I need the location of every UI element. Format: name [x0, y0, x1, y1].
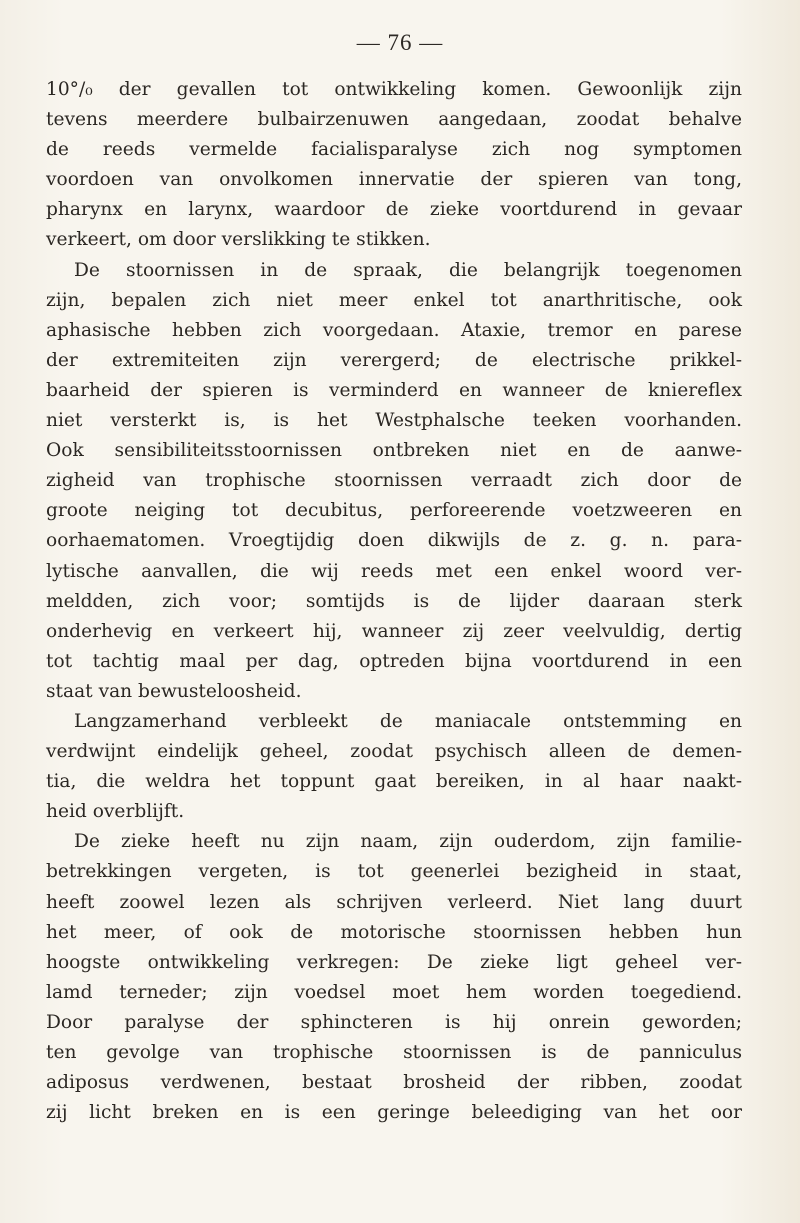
- text-line: Ook sensibiliteitsstoornissen ontbreken niet en de aanwe-: [46, 440, 742, 462]
- text-line: oorhaematomen. Vroegtijdig doen dikwijls de z. g. n. para-: [46, 530, 742, 552]
- text-line: zijn, bepalen zich niet meer enkel tot anarthritische, ook: [46, 289, 742, 311]
- text-line: adiposus verdwenen, bestaat brosheid der ribben, zoodat: [46, 1072, 742, 1094]
- text-line: onderhevig en verkeert hij, wanneer zij zeer veelvuldig, dertig: [46, 620, 742, 642]
- text-line: tot tachtig maal per dag, optreden bijna voortdurend in een: [46, 650, 742, 672]
- text-line: meldden, zich voor; somtijds is de lijder daaraan sterk: [46, 590, 742, 612]
- text-line: Langzamerhand verbleekt de maniacale ontstemming en: [74, 710, 742, 732]
- text-line: niet versterkt is, is het Westphalsche teeken voorhanden.: [46, 410, 742, 432]
- text-line: 10°/₀ der gevallen tot ontwikkeling komen. Gewoonlijk zijn: [46, 79, 742, 100]
- page-number: — 76 —: [356, 30, 444, 55]
- text-line: De stoornissen in de spraak, die belangrijk toegenomen: [74, 259, 742, 281]
- text-line: hoogste ontwikkeling verkregen: De zieke ligt geheel ver-: [46, 951, 742, 973]
- text-line: heeft zoowel lezen als schrijven verleerd. Niet lang duurt: [46, 891, 742, 913]
- body-text: [46, 75, 742, 1128]
- text-line: tevens meerdere bulbairzenuwen aangedaan, zoodat behalve: [46, 109, 742, 131]
- text-line: lytische aanvallen, die wij reeds met een enkel woord ver-: [46, 560, 742, 582]
- text-line: groote neiging tot decubitus, perforeerende voetzweeren en: [46, 500, 742, 522]
- text-line: Door paralyse der sphincteren is hij onrein geworden;: [46, 1011, 742, 1033]
- text-line: heid overblijft.: [46, 801, 185, 823]
- text-line: het meer, of ook de motorische stoornissen hebben hun: [46, 921, 742, 943]
- text-line: zij licht breken en is een geringe beleediging van het oor: [46, 1102, 742, 1124]
- text-line: De zieke heeft nu zijn naam, zijn ouderdom, zijn familie-: [74, 831, 742, 853]
- text-line: pharynx en larynx, waardoor de zieke voortdurend in gevaar: [46, 199, 742, 221]
- text-line: der extremiteiten zijn verergerd; de electrische prikkel-: [46, 349, 742, 371]
- text-line: verdwijnt eindelijk geheel, zoodat psychisch alleen de demen-: [46, 741, 742, 763]
- text-line: staat van bewusteloosheid.: [46, 680, 302, 702]
- text-line: zigheid van trophische stoornissen verraadt zich door de: [46, 470, 742, 492]
- text-line: tia, die weldra het toppunt gaat bereiken, in al haar naakt-: [46, 771, 742, 793]
- text-line: lamd terneder; zijn voedsel moet hem worden toegediend.: [46, 981, 742, 1003]
- text-line: betrekkingen vergeten, is tot geenerlei bezigheid in staat,: [46, 861, 742, 883]
- text-line: aphasische hebben zich voorgedaan. Ataxie, tremor en parese: [46, 319, 742, 341]
- text-line: de reeds vermelde facialisparalyse zich nog symptomen: [46, 139, 742, 161]
- text-line: voordoen van onvolkomen innervatie der spieren van tong,: [46, 169, 742, 191]
- text-line: verkeert, om door verslikking te stikken.: [46, 229, 431, 251]
- text-line: baarheid der spieren is verminderd en wanneer de kniereflex: [46, 379, 742, 401]
- text-line: ten gevolge van trophische stoornissen is de panniculus: [46, 1042, 742, 1063]
